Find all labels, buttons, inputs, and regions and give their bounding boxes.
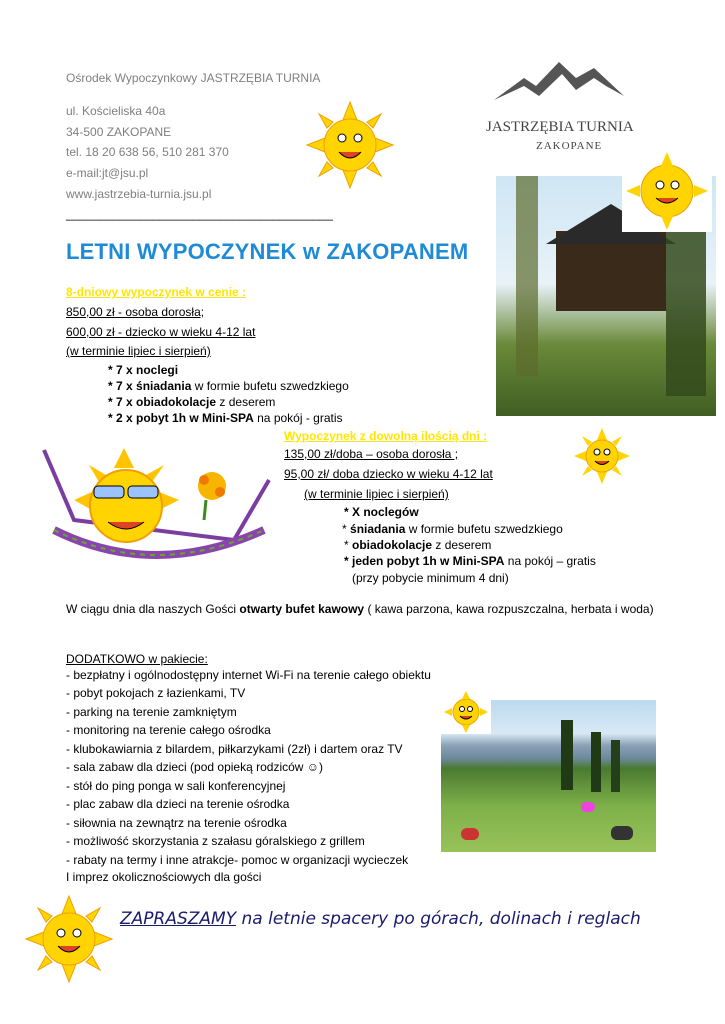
extras-item: - pobyt pokojach z łazienkami, TV <box>66 686 246 700</box>
extras-item: I imprez okolicznościowych dla gości <box>66 870 262 884</box>
offerany-note: (przy pobycie minimum 4 dni) <box>352 571 509 585</box>
extras-heading: DODATKOWO w pakiecie: <box>66 652 208 666</box>
offerany-item: * X noclegów <box>344 505 419 519</box>
logo-name: JASTRZĘBIA TURNIA <box>486 119 634 135</box>
extras-item: - możliwość skorzystania z szałasu góralskiego z grillem <box>66 834 365 848</box>
extras-item: - bezpłatny i ogólnodostępny internet Wi-Fi na terenie całego obiektu <box>66 668 431 682</box>
email[interactable]: e-mail:jt@jsu.pl <box>66 166 149 180</box>
address-city: 34-500 ZAKOPANE <box>66 125 172 139</box>
sun-icon <box>572 426 632 486</box>
offer8-item: * 2 x pobyt 1h w Mini-SPA na pokój - gratis <box>108 411 343 425</box>
sun-icon <box>441 690 491 734</box>
website-link[interactable]: www.jastrzebia-turnia.jsu.pl <box>66 187 212 201</box>
offerany-price-child: 95,00 zł/ doba dziecko w wieku 4-12 lat <box>284 467 493 481</box>
divider-rule: ________________________________________ <box>66 207 333 221</box>
mountain-logo-icon <box>484 56 664 106</box>
offer8-price-child: 600,00 zł - dziecko w wieku 4-12 lat <box>66 325 256 339</box>
offer8-term: (w terminie lipiec i sierpień) <box>66 344 211 358</box>
logo <box>484 56 664 156</box>
buffet-note: W ciągu dnia dla naszych Gości otwarty bufet kawowy ( kawa parzona, kawa rozpuszczalna, herbata i woda) <box>66 602 654 616</box>
offer8-item: * 7 x śniadania w formie bufetu szwedzkiego <box>108 379 349 393</box>
logo-place: ZAKOPANE <box>536 140 603 152</box>
extras-item: - parking na terenie zamkniętym <box>66 705 237 719</box>
extras-item: - plac zabaw dla dzieci na terenie ośrodka <box>66 797 290 811</box>
offerany-item: * jeden pobyt 1h w Mini-SPA na pokój – gratis <box>344 554 596 568</box>
extras-item: - sala zabaw dla dzieci (pod opieką rodziców ☺) <box>66 760 324 774</box>
offer8-heading: 8-dniowy wypoczynek w cenie : <box>66 285 247 299</box>
extras-item: - stół do ping ponga w sali konferencyjnej <box>66 779 286 793</box>
extras-item: - rabaty na termy i inne atrakcje- pomoc w organizacji wycieczek <box>66 853 409 867</box>
offer8-price-adult: 850,00 zł - osoba dorosła; <box>66 305 205 319</box>
offerany-price-adult: 135,00 zł/doba – osoba dorosła ; <box>284 447 459 461</box>
footer-slogan: ZAPRASZAMY na letnie spacery po górach, dolinach i reglach <box>120 909 641 929</box>
offer8-item: * 7 x obiadokolacje z deserem <box>108 395 276 409</box>
offerany-item: * śniadania w formie bufetu szwedzkiego <box>342 522 563 536</box>
phone: tel. 18 20 638 56, 510 281 370 <box>66 145 229 159</box>
offerany-term: (w terminie lipiec i sierpień) <box>304 487 449 501</box>
sun-icon <box>24 894 114 984</box>
sun-icon <box>622 150 712 232</box>
offerany-item: * obiadokolacje z deserem <box>344 538 492 552</box>
offerany-heading: Wypoczynek z dowolną ilością dni : <box>284 429 488 443</box>
page-title: LETNI WYPOCZYNEK w ZAKOPANEM <box>66 239 469 264</box>
offer8-item: * 7 x noclegi <box>108 363 179 377</box>
extras-item: - monitoring na terenie całego ośrodka <box>66 723 271 737</box>
extras-item: - klubokawiarnia z bilardem, piłkarzykami (2zł) i dartem oraz TV <box>66 742 403 756</box>
sun-icon <box>305 100 395 190</box>
org-name: Ośrodek Wypoczynkowy JASTRZĘBIA TURNIA <box>66 71 321 85</box>
hammock-sun-icon <box>34 440 274 590</box>
address-street: ul. Kościeliska 40a <box>66 104 166 118</box>
extras-item: - siłownia na zewnątrz na terenie ośrodka <box>66 816 287 830</box>
